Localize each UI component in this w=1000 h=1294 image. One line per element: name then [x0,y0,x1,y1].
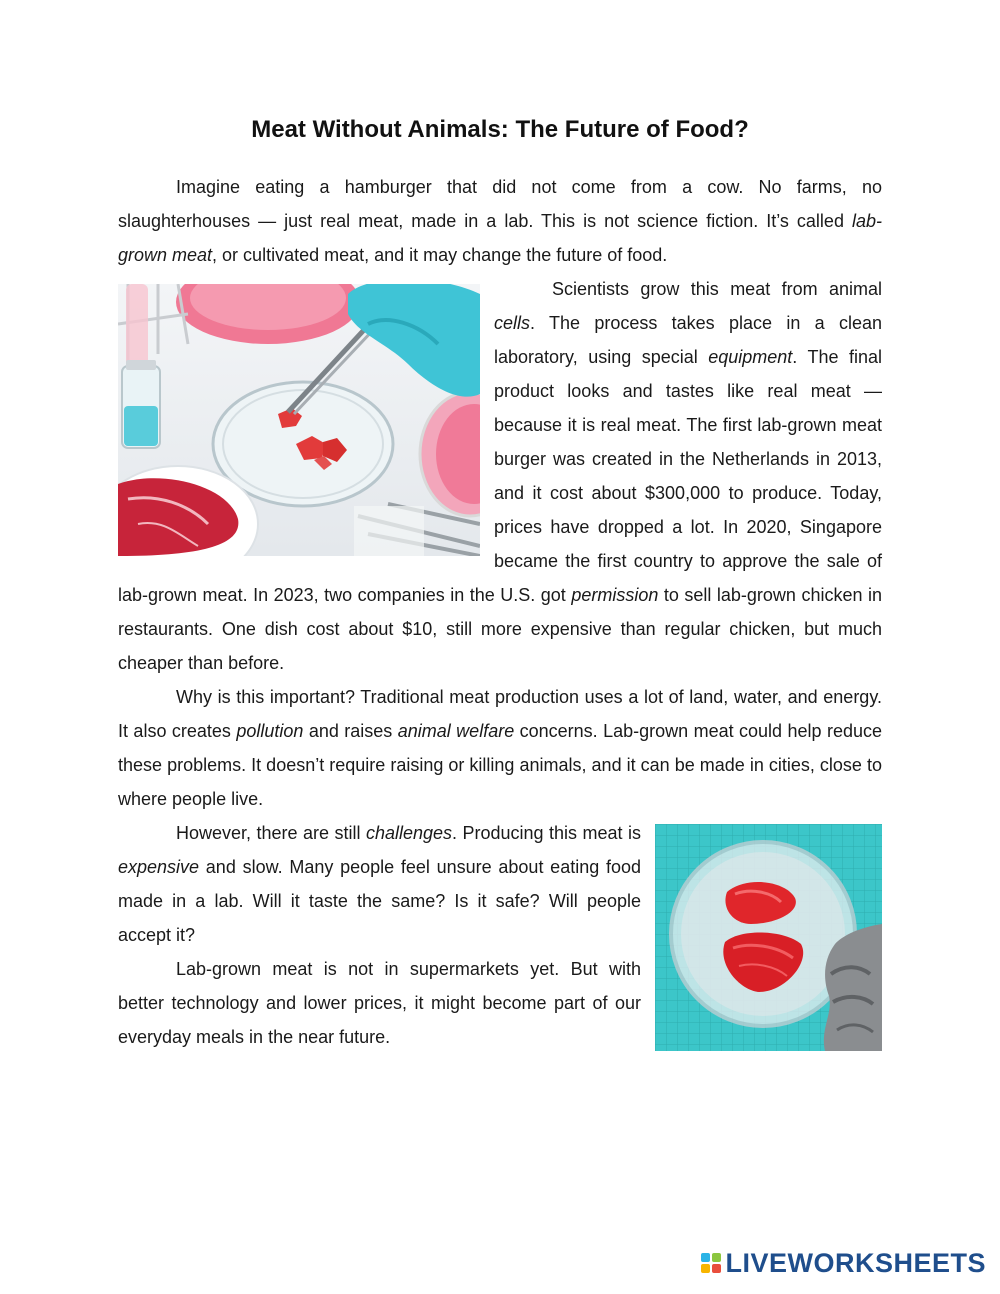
page-title: Meat Without Animals: The Future of Food? [251,116,749,143]
text-run: and raises [303,721,398,741]
text-run: Why is this important? Traditional meat production uses a lot of land, water, and energy. It also creates [118,687,882,741]
vocab-term: permission [571,585,659,605]
lab-petri-dish-illustration [118,284,480,556]
vocab-term: lab-grown meat [118,211,882,265]
liveworksheets-mark-icon [701,1253,721,1273]
liveworksheets-logo[interactable] [701,1248,986,1278]
text-run: . Producing this meat is [452,823,641,843]
text-run: Scientists grow this meat from animal [552,279,882,299]
paragraph-importance [118,680,882,816]
tuna-petri-dish-illustration [655,824,882,1051]
vocab-term: animal welfare [397,721,515,741]
text-run: Lab-grown meat is not in supermarkets yet. But with better technology and lower prices, it might become part of our everyday meals in the near future. [118,959,641,1047]
text-run: . The final product looks and tastes like real meat — because it is real meat. The first lab-grown meat burger was created in the Netherlands in 2013, and it cost about $300,000 to produce. Today, prices have dropped a lot. In 2020, Singapore became the first country to approve the sale of lab-grown meat. In 2023, two companies in the U.S. got [118,347,882,605]
logo-tile-4 [712,1264,721,1273]
paragraph-intro [118,170,882,272]
text-run: to sell lab-grown chicken in restaurants. One dish cost about $10, still more expensive than regular chicken, but much cheaper than before. [118,585,883,673]
text-run: . The process takes place in a clean laboratory, using special [494,313,882,367]
text-run: , or cultivated meat, and it may change the future of food. [212,245,668,265]
logo-tile-2 [712,1253,721,1262]
logo-tile-3 [701,1264,710,1273]
vocab-term: expensive [118,857,200,877]
lab-petri-dish-image [118,284,480,556]
vocab-term: pollution [236,721,304,741]
vocab-term: challenges [365,823,453,843]
article-body [118,170,882,1059]
text-run: However, there are still [176,823,366,843]
logo-tile-1 [701,1253,710,1262]
text-run: concerns. Lab-grown meat could help reduce these problems. It doesn’t require raising or killing animals, and it can be made in cities, close to where people live. [118,721,882,809]
brand-text: LIVEWORKSHEETS [725,1247,986,1278]
tuna-petri-dish-image [655,824,882,1051]
text-run: and slow. Many people feel unsure about eating food made in a lab. Will it taste the same? Is it safe? Will people accept it? [118,857,641,945]
text-run: Imagine eating a hamburger that did not come from a cow. No farms, no slaughterhouses — just real meat, made in a lab. This is not science fiction. It’s called [118,177,882,231]
vocab-term: cells [494,313,531,333]
vocab-term: equipment [708,347,793,367]
